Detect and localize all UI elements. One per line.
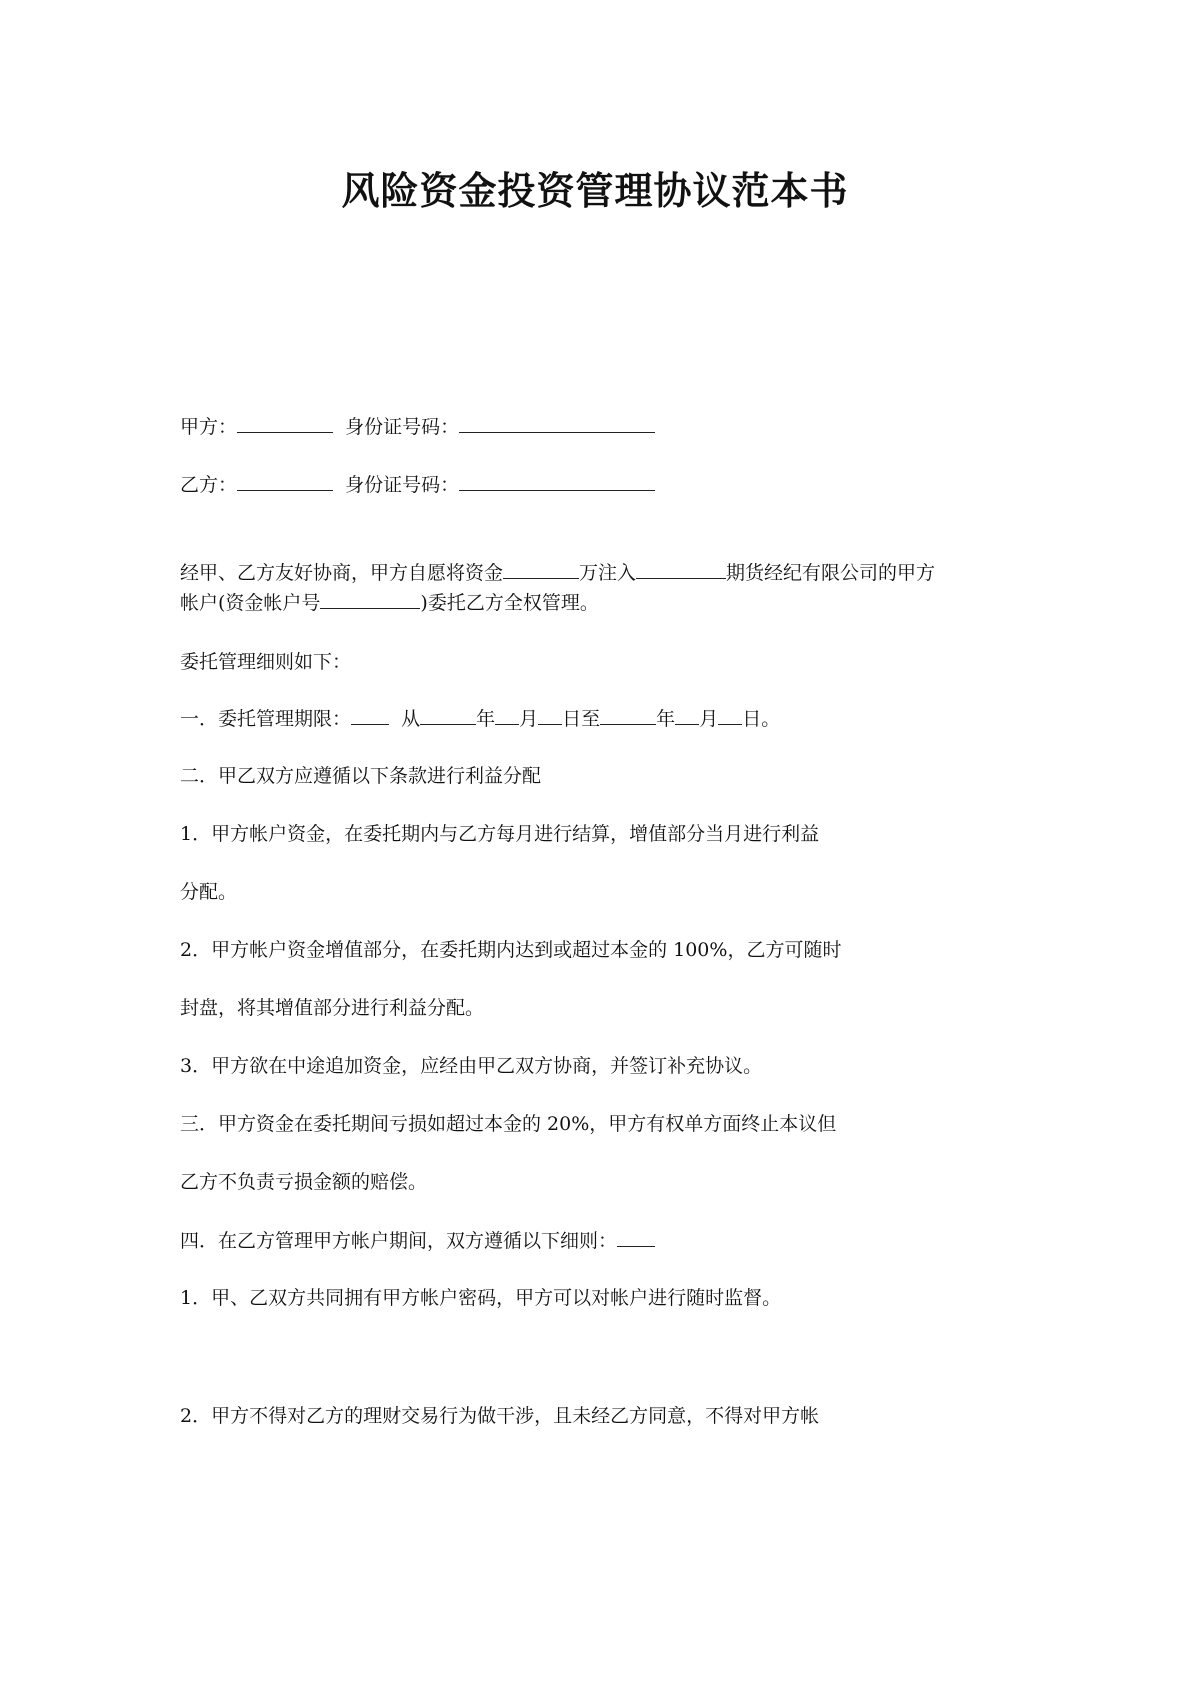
section-4-heading-text: 四．在乙方管理甲方帐户期间，双方遵循以下细则：	[180, 1230, 618, 1252]
section-3-cont: 乙方不负责亏损金额的赔偿。	[180, 1171, 428, 1193]
term-text: 年	[476, 708, 496, 730]
party-b-id-label: 身份证号码：	[345, 474, 460, 496]
intro-line-2	[180, 590, 599, 615]
party-a-name-blank[interactable]	[237, 414, 333, 433]
section-2-item-2-cont: 封盘，将其增值部分进行利益分配。	[180, 997, 485, 1019]
start-month-blank[interactable]	[495, 706, 519, 725]
section-4-blank[interactable]	[617, 1228, 655, 1247]
party-a-id-label: 身份证号码：	[345, 416, 460, 438]
account-number-blank[interactable]	[320, 590, 420, 609]
party-b-name-blank[interactable]	[237, 472, 333, 491]
start-day-blank[interactable]	[538, 706, 562, 725]
section-3: 三．甲方资金在委托期间亏损如超过本金的 20%，甲方有权单方面终止本议但	[180, 1113, 837, 1135]
section-1-term	[180, 706, 780, 731]
term-text: 年	[656, 708, 676, 730]
section-2-item-2: 2．甲方帐户资金增值部分，在委托期内达到或超过本金的 100%，乙方可随时	[180, 939, 842, 961]
party-a-id-blank[interactable]	[459, 414, 655, 433]
section-4-item-1: 1．甲、乙双方共同拥有甲方帐户密码，甲方可以对帐户进行随时监督。	[180, 1287, 782, 1309]
intro-line-1	[180, 560, 935, 585]
capital-amount-blank[interactable]	[503, 560, 579, 579]
section-4-heading	[180, 1228, 655, 1253]
intro-text: 万注入	[579, 562, 637, 584]
section-2-item-3: 3．甲方欲在中途追加资金，应经由甲乙双方协商，并签订补充协议。	[180, 1055, 763, 1077]
end-year-blank[interactable]	[600, 706, 656, 725]
start-year-blank[interactable]	[420, 706, 476, 725]
party-b-line	[180, 472, 655, 497]
party-a-label: 甲方：	[180, 416, 238, 438]
section-2-heading: 二．甲乙双方应遵循以下条款进行利益分配	[180, 765, 542, 787]
intro-text: 期货经纪有限公司的甲方	[726, 562, 936, 584]
details-heading: 委托管理细则如下：	[180, 651, 352, 673]
section-2-item-1: 1．甲方帐户资金，在委托期内与乙方每月进行结算，增值部分当月进行利益	[180, 823, 820, 845]
intro-text: )委托乙方全权管理。	[420, 592, 599, 614]
intro-text: 帐户(资金帐户号	[180, 592, 321, 614]
term-label: 一．委托管理期限：	[180, 708, 352, 730]
term-text: 日。	[742, 708, 781, 730]
broker-name-blank[interactable]	[636, 560, 726, 579]
term-text: 从	[401, 708, 421, 730]
party-b-label: 乙方：	[180, 474, 238, 496]
end-month-blank[interactable]	[675, 706, 699, 725]
party-b-id-blank[interactable]	[459, 472, 655, 491]
term-blank[interactable]	[351, 706, 389, 725]
party-a-line	[180, 414, 655, 439]
term-text: 日至	[562, 708, 601, 730]
section-4-item-2: 2．甲方不得对乙方的理财交易行为做干涉，且未经乙方同意，不得对甲方帐	[180, 1405, 820, 1427]
document-title: 风险资金投资管理协议范本书	[341, 168, 849, 213]
term-text: 月	[519, 708, 539, 730]
end-day-blank[interactable]	[718, 706, 742, 725]
term-text: 月	[699, 708, 719, 730]
intro-text: 经甲、乙方友好协商，甲方自愿将资金	[180, 562, 504, 584]
section-2-item-1-cont: 分配。	[180, 881, 238, 903]
